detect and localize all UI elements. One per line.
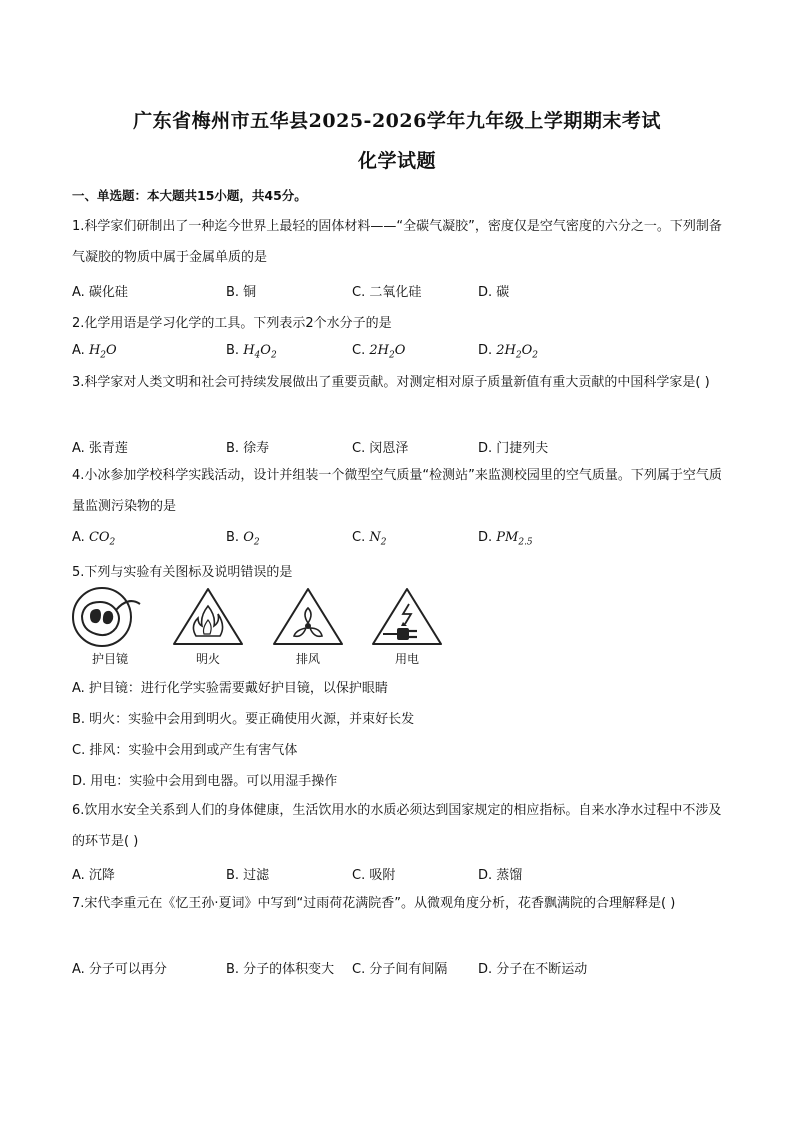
question-4-text: 4.小冰参加学校科学实践活动，设计并组装一个微型空气质量“检测站”来监测校园里的空气质量。下列属于空气质量监测污染物的是 (72, 468, 722, 514)
question-1-options (72, 281, 722, 301)
question-1-text: 1.科学家们研制出了一种迄今世界上最轻的固体材料——“全碳气凝胶”，密度仅是空气密度的六分之一。下列制备气凝胶的物质中属于金属单质的是 (72, 219, 722, 265)
ventilation-label: 排风 (295, 652, 320, 666)
question-4-option-d: D. $PM_{2.5}$ (478, 530, 533, 548)
question-1-option-c: C. 二氧化硅 (352, 285, 422, 300)
question-5-option-c: C. 排风：实验中会用到或产生有害气体 (72, 743, 298, 758)
question-2-text: 2.化学用语是学习化学的工具。下列表示2个水分子的是 (72, 316, 392, 331)
goggles-label: 护目镜 (91, 652, 128, 666)
open-flame-pictogram (168, 586, 248, 672)
question-7-text: 7.宋代李重元在《忆王孙·夏词》中写到“过雨荷花满院香”。从微观角度分析，花香飘满院的合理解释是( ) (72, 896, 676, 911)
exam-title: 广东省梅州市五华县2025-2026学年九年级上学期期末考试 (133, 110, 661, 132)
question-6-option-d: D. 蒸馏 (478, 868, 523, 883)
question-4-option-c: C. $N_2$ (352, 530, 387, 548)
electricity-label: 用电 (394, 652, 419, 666)
question-3-option-d: D. 门捷列夫 (478, 441, 549, 456)
section-heading: 一、单选题：本大题共15小题，共45分。 (72, 188, 307, 203)
goggles-pictogram (70, 586, 150, 672)
goggles-icon (70, 586, 150, 648)
electricity-plug-icon (367, 586, 447, 648)
question-6-option-c: C. 吸附 (352, 868, 396, 883)
question-3-option-a: A. 张青莲 (72, 441, 128, 456)
question-2-option-a: A. $H_2O$ (72, 343, 117, 361)
question-2-option-c: C. $2H_2O$ (352, 343, 406, 361)
question-7-option-a: A. 分子可以再分 (72, 962, 167, 977)
electricity-pictogram (367, 586, 447, 672)
question-5-text: 5.下列与实验有关图标及说明错误的是 (72, 565, 293, 580)
question-2-options (72, 343, 722, 363)
question-3-options (72, 437, 722, 457)
question-7-option-c: C. 分子间有间隔 (352, 962, 448, 977)
question-1-option-a: A. 碳化硅 (72, 285, 128, 300)
question-6-options (72, 864, 722, 884)
question-4-option-b: B. $O_2$ (226, 530, 260, 548)
exam-subject-title: 化学试题 (357, 150, 436, 172)
question-6-option-a: A. 沉降 (72, 868, 115, 883)
question-4-options (72, 530, 722, 550)
question-5-option-a: A. 护目镜：进行化学实验需要戴好护目镜，以保护眼睛 (72, 681, 388, 696)
question-7-option-b: B. 分子的体积变大 (226, 962, 335, 977)
ventilation-fan-icon (268, 586, 348, 648)
question-4-option-a: A. $CO_2$ (72, 530, 116, 548)
question-3-option-c: C. 闵恩泽 (352, 441, 409, 456)
ventilation-pictogram (268, 586, 348, 672)
question-7-options (72, 958, 722, 978)
open-flame-label: 明火 (195, 652, 220, 666)
question-5-option-b: B. 明火：实验中会用到明火。要正确使用火源，并束好长发 (72, 712, 415, 727)
open-flame-icon (168, 586, 248, 648)
question-3-text: 3.科学家对人类文明和社会可持续发展做出了重要贡献。对测定相对原子质量新值有重大贡献的中国科学家是( ) (72, 375, 710, 390)
question-2-option-b: B. $H_4O_2$ (226, 343, 277, 361)
question-1-option-b: B. 铜 (226, 285, 257, 300)
question-6-text: 6.饮用水安全关系到人们的身体健康，生活饮用水的水质必须达到国家规定的相应指标。自来水净水过程中不涉及的环节是( ) (72, 803, 722, 849)
question-1-option-d: D. 碳 (478, 285, 510, 300)
question-5-option-d: D. 用电：实验中会用到电器。可以用湿手操作 (72, 774, 338, 789)
question-3-option-b: B. 徐寿 (226, 441, 270, 456)
question-6-option-b: B. 过滤 (226, 868, 270, 883)
question-7-option-d: D. 分子在不断运动 (478, 962, 588, 977)
question-2-option-d: D. $2H_2O_2$ (478, 343, 539, 361)
